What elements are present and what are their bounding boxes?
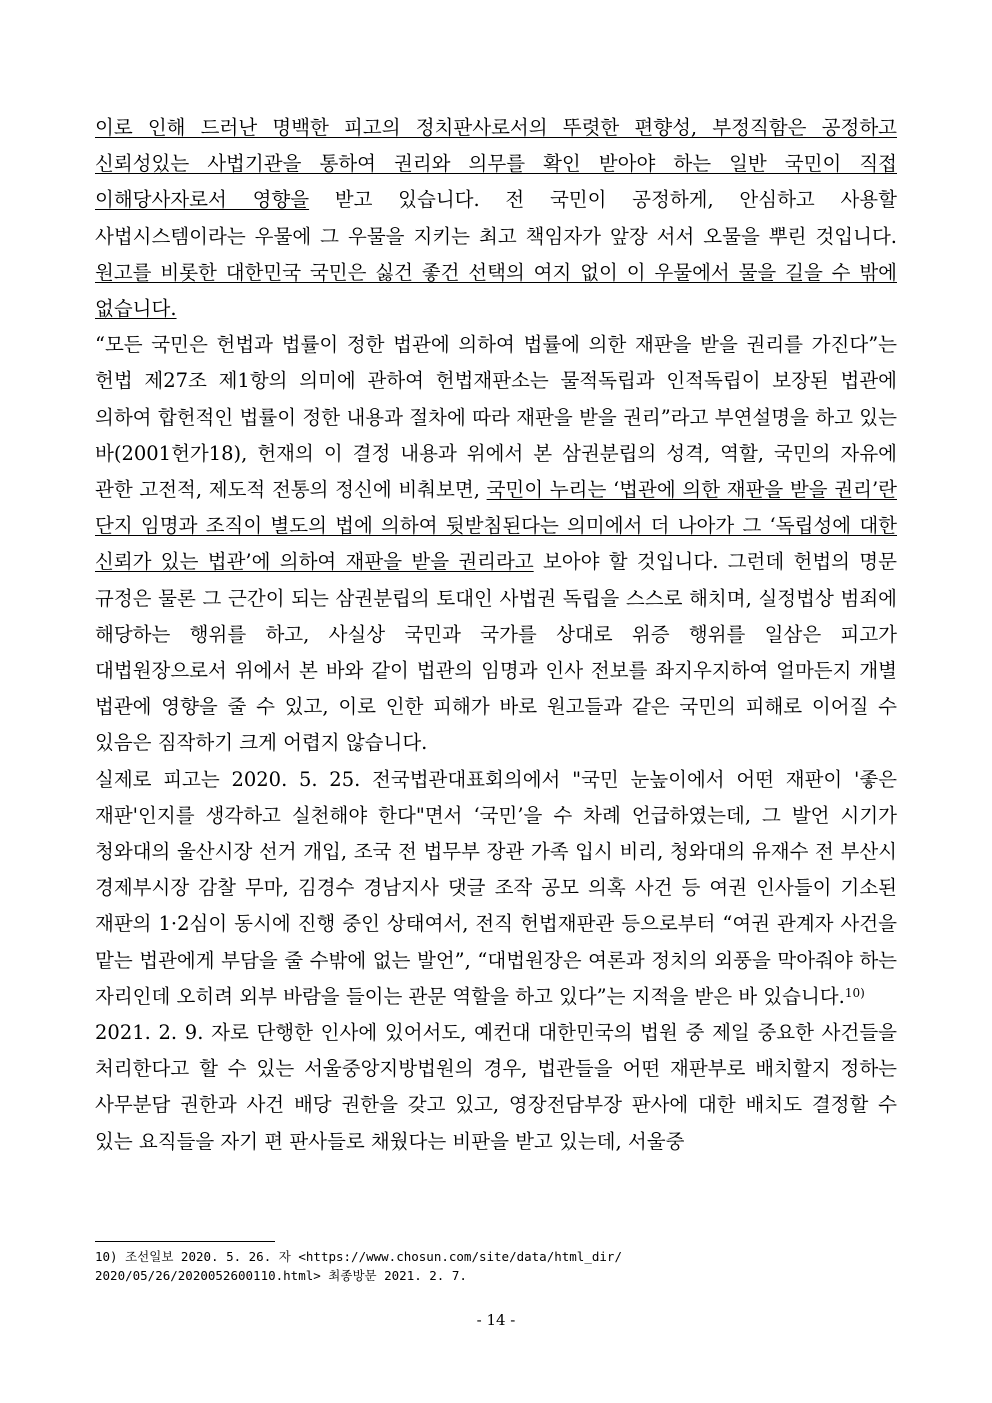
- page-number: - 14 -: [476, 1311, 516, 1329]
- text-segment: 보아야 할 것입니다. 그런데 헌법의 명문 규정은 물론 그 근간이 되는 삼권분립의 토대인 사법권 독립을 스스로 해치며, 실정법상 범죄에 해당하는 행위를 하고, 사실상 국민과 국가를 상대로 위증 행위를 일삼은 피고가 대법원장으로서 위에서 본 바와 같이 법관의 임명과 인사 전보를 좌지우지하여 얼마든지 개별 법관에 영향을 줄 수 있고, 이로 인한 피해가 바로 원고들과 같은 국민의 피해로 이어질 수 있음은 짐작하기 크게 어렵지 않습니다.: [95, 550, 897, 755]
- paragraph: [95, 762, 897, 1015]
- text-segment: 2021. 2. 9. 자로 단행한 인사에 있어서도, 예컨대 대한민국의 법원 중 제일 중요한 사건들을 처리한다고 할 수 있는 서울중앙지방법원의 경우, 법관들을 어떤 재판부로 배치할지 정하는 사무분담 권한과 사건 배당 권한을 갖고 있고, 영장전담부장 판사에 대한 배치도 결정할 수 있는 요직들을 자기 편 판사들로 채웠다는 비판을 받고 있는데, 서울중: [95, 1021, 897, 1153]
- body-text: [95, 110, 897, 1160]
- paragraph: [95, 327, 897, 761]
- text-segment: 받고 있습니다. 전 국민이 공정하게, 안심하고 사용할 사법시스템이라는 우물에 그 우물을 지키는 최고 책임자가 앞장 서서 오물을 뿌린 것입니다.: [95, 188, 897, 248]
- footnote-divider: [95, 1241, 275, 1242]
- footnote-reference: 10): [844, 985, 865, 1000]
- text-segment: 실제로 피고는 2020. 5. 25. 전국법관대표회의에서 "국민 눈높이에서 어떤 재판이 '좋은 재판'인지를 생각하고 실천해야 한다"면서 ‘국민’을 수 차례 언급하였는데, 그 발언 시기가 청와대의 울산시장 선거 개입, 조국 전 법무부 장관 가족 입시 비리, 청와대의 유재수 전 부산시 경제부시장 감찰 무마, 김경수 경남지사 댓글 조작 공모 의혹 사건 등 여권 인사들이 기소된 재판의 1·2심이 동시에 진행 중인 상태여서, 전직 헌법재판관 등으로부터 “여권 관계자 사건을 맡는 법관에게 부담을 줄 수밖에 없는 발언”, “대법원장은 여론과 정치의 외풍을 막아줘야 하는 자리인데 오히려 외부 바람을 들이는 관문 역할을 하고 있다”는 지적을 받은 바 있습니다.: [95, 767, 897, 1008]
- underlined-text: 국민이 누리는 ‘법관에 의한 재판을 받을 권리’란 단지 임명과 조직이 별도의 법에 의하여 뒷받침된다는 의미에서 더 나아가 그 ‘독립성에 대한 신뢰가 있는 법관’에 의하여 재판을 받을 권리라고: [95, 478, 897, 574]
- text-segment: “모든 국민은 헌법과 법률이 정한 법관에 의하여 법률에 의한 재판을 받을 권리를 가진다”는 헌법 제27조 제1항의 의미에 관하여 헌법재판소는 물적독립과 인적독립이 보장된 법관에 의하여 합헌적인 법률이 정한 내용과 절차에 따라 재판을 받을 권리”라고 부연설명을 하고 있는 바(2001헌가18), 헌재의 이 결정 내용과 위에서 본 삼권분립의 성격, 역할, 국민의 자유에 관한 고전적, 제도적 전통의 정신에 비춰보면,: [95, 333, 897, 502]
- underlined-text: 이로 인해 드러난 명백한 피고의 정치판사로서의 뚜렷한 편향성, 부정직함은 공정하고 신뢰성있는 사법기관을 통하여 권리와 의무를 확인 받아야 하는 일반 국민이 직접 이해당사자로서 영향을: [95, 116, 897, 212]
- underlined-text: 원고를 비롯한 대한민국 국민은 싫건 좋건 선택의 여지 없이 이 우물에서 물을 길을 수 밖에 없습니다.: [95, 260, 897, 321]
- paragraph: [95, 1015, 897, 1160]
- paragraph: [95, 110, 897, 327]
- footnote-line: 2020/05/26/2020052600110.html> 최종방문 2021. 2. 7.: [95, 1268, 467, 1283]
- footnote: [95, 1247, 897, 1285]
- footnote-line: 10) 조선일보 2020. 5. 26. 자 <https://www.chosun.com/site/data/html_dir/: [95, 1249, 622, 1264]
